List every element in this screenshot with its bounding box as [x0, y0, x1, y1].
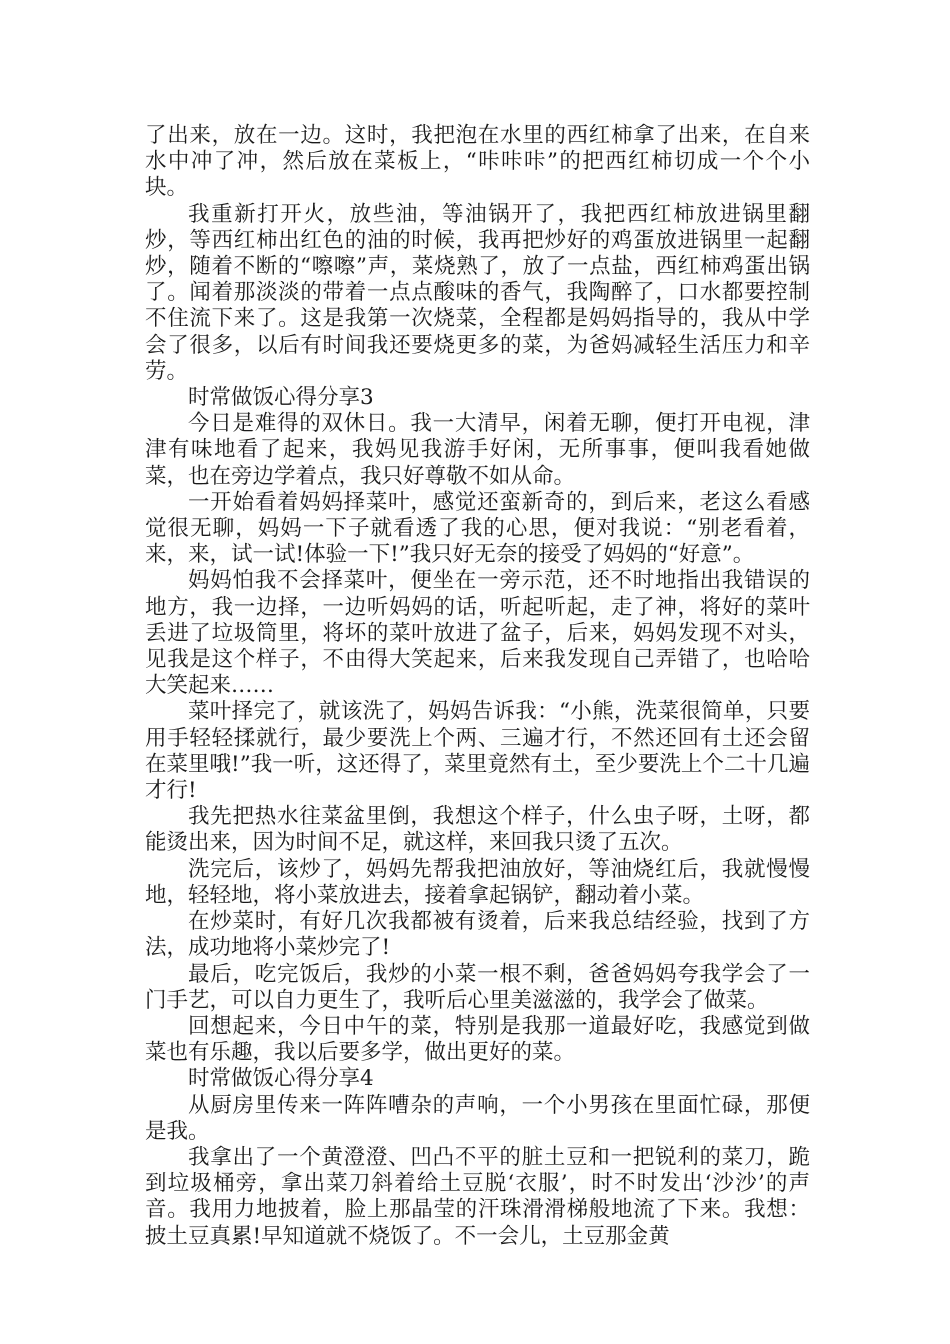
paragraph: 我拿出了一个黄澄澄、凹凸不平的脏土豆和一把锐利的菜刀，跪到垃圾桶旁，拿出菜刀斜着给土豆脱‘衣服’，时不时发出‘沙沙’的声音。我用力地披着，脸上那晶莹的汗珠滑滑梯般地流了下来。我想：披土豆真累!早知道就不烧饭了。不一会儿，土豆那金黄	[145, 1144, 810, 1249]
paragraph: 我先把热水往菜盆里倒，我想这个样子，什么虫子呀，土呀，都能烫出来，因为时间不足，就这样，来回我只烫了五次。	[145, 804, 810, 856]
paragraph: 在炒菜时，有好几次我都被有烫着，后来我总结经验，找到了方法，成功地将小菜炒完了!	[145, 909, 810, 961]
paragraph: 妈妈怕我不会择菜叶，便坐在一旁示范，还不时地指出我错误的地方，我一边择，一边听妈妈的话，听起听起，走了神，将好的菜叶丢进了垃圾筒里，将坏的菜叶放进了盆子，后来，妈妈发现不对头，见我是这个样子，不由得大笑起来，后来我发现自己弄错了，也哈哈大笑起来……	[145, 568, 810, 699]
paragraph: 从厨房里传来一阵阵嘈杂的声响，一个小男孩在里面忙碌，那便是我。	[145, 1092, 810, 1144]
paragraph-continuation: 了出来，放在一边。这时，我把泡在水里的西红柿拿了出来，在自来水中冲了冲，然后放在菜板上，“咔咔咔”的把西红柿切成一个个小块。	[145, 123, 810, 201]
paragraph: 洗完后，该炒了，妈妈先帮我把油放好，等油烧红后，我就慢慢地，轻轻地，将小菜放进去，接着拿起锅铲，翻动着小菜。	[145, 856, 810, 908]
paragraph: 最后，吃完饭后，我炒的小菜一根不剩，爸爸妈妈夸我学会了一门手艺，可以自力更生了，我听后心里美滋滋的，我学会了做菜。	[145, 961, 810, 1013]
paragraph: 一开始看着妈妈择菜叶，感觉还蛮新奇的，到后来，老这么看感觉很无聊，妈妈一下子就看透了我的心思，便对我说：“别老看着，来，来，试一试!体验一下!”我只好无奈的接受了妈妈的“好意”。	[145, 489, 810, 568]
paragraph: 今日是难得的双休日。我一大清早，闲着无聊，便打开电视，津津有味地看了起来，我妈见我游手好闲，无所事事，便叫我看她做菜，也在旁边学着点，我只好尊敬不如从命。	[145, 411, 810, 489]
paragraph: 我重新打开火，放些油，等油锅开了，我把西红柿放进锅里翻炒，等西红柿出红色的油的时候，我再把炒好的鸡蛋放进锅里一起翻炒，随着不断的“嚓嚓”声，菜烧熟了，放了一点盐，西红柿鸡蛋出锅了。闻着那淡淡的带着一点点酸味的香气，我陶醉了，口水都要控制不住流下来了。这是我第一次烧菜，全程都是妈妈指导的，我从中学会了很多，以后有时间我还要烧更多的菜，为爸妈减轻生活压力和辛劳。	[145, 201, 810, 384]
section-heading: 时常做饭心得分享3	[188, 385, 374, 411]
paragraph: 回想起来，今日中午的菜，特别是我那一道最好吃，我感觉到做菜也有乐趣，我以后要多学，做出更好的菜。	[145, 1013, 810, 1066]
paragraph: 菜叶择完了，就该洗了，妈妈告诉我：“小熊，洗菜很简单，只要用手轻轻揉就行，最少要洗上个两、三遍才行，不然还回有土还会留在菜里哦!”我一听，这还得了，菜里竟然有土，至少要洗上个二十几遍才行!	[145, 699, 810, 804]
section-heading: 时常做饭心得分享4	[188, 1066, 374, 1092]
document-body	[145, 123, 810, 1250]
